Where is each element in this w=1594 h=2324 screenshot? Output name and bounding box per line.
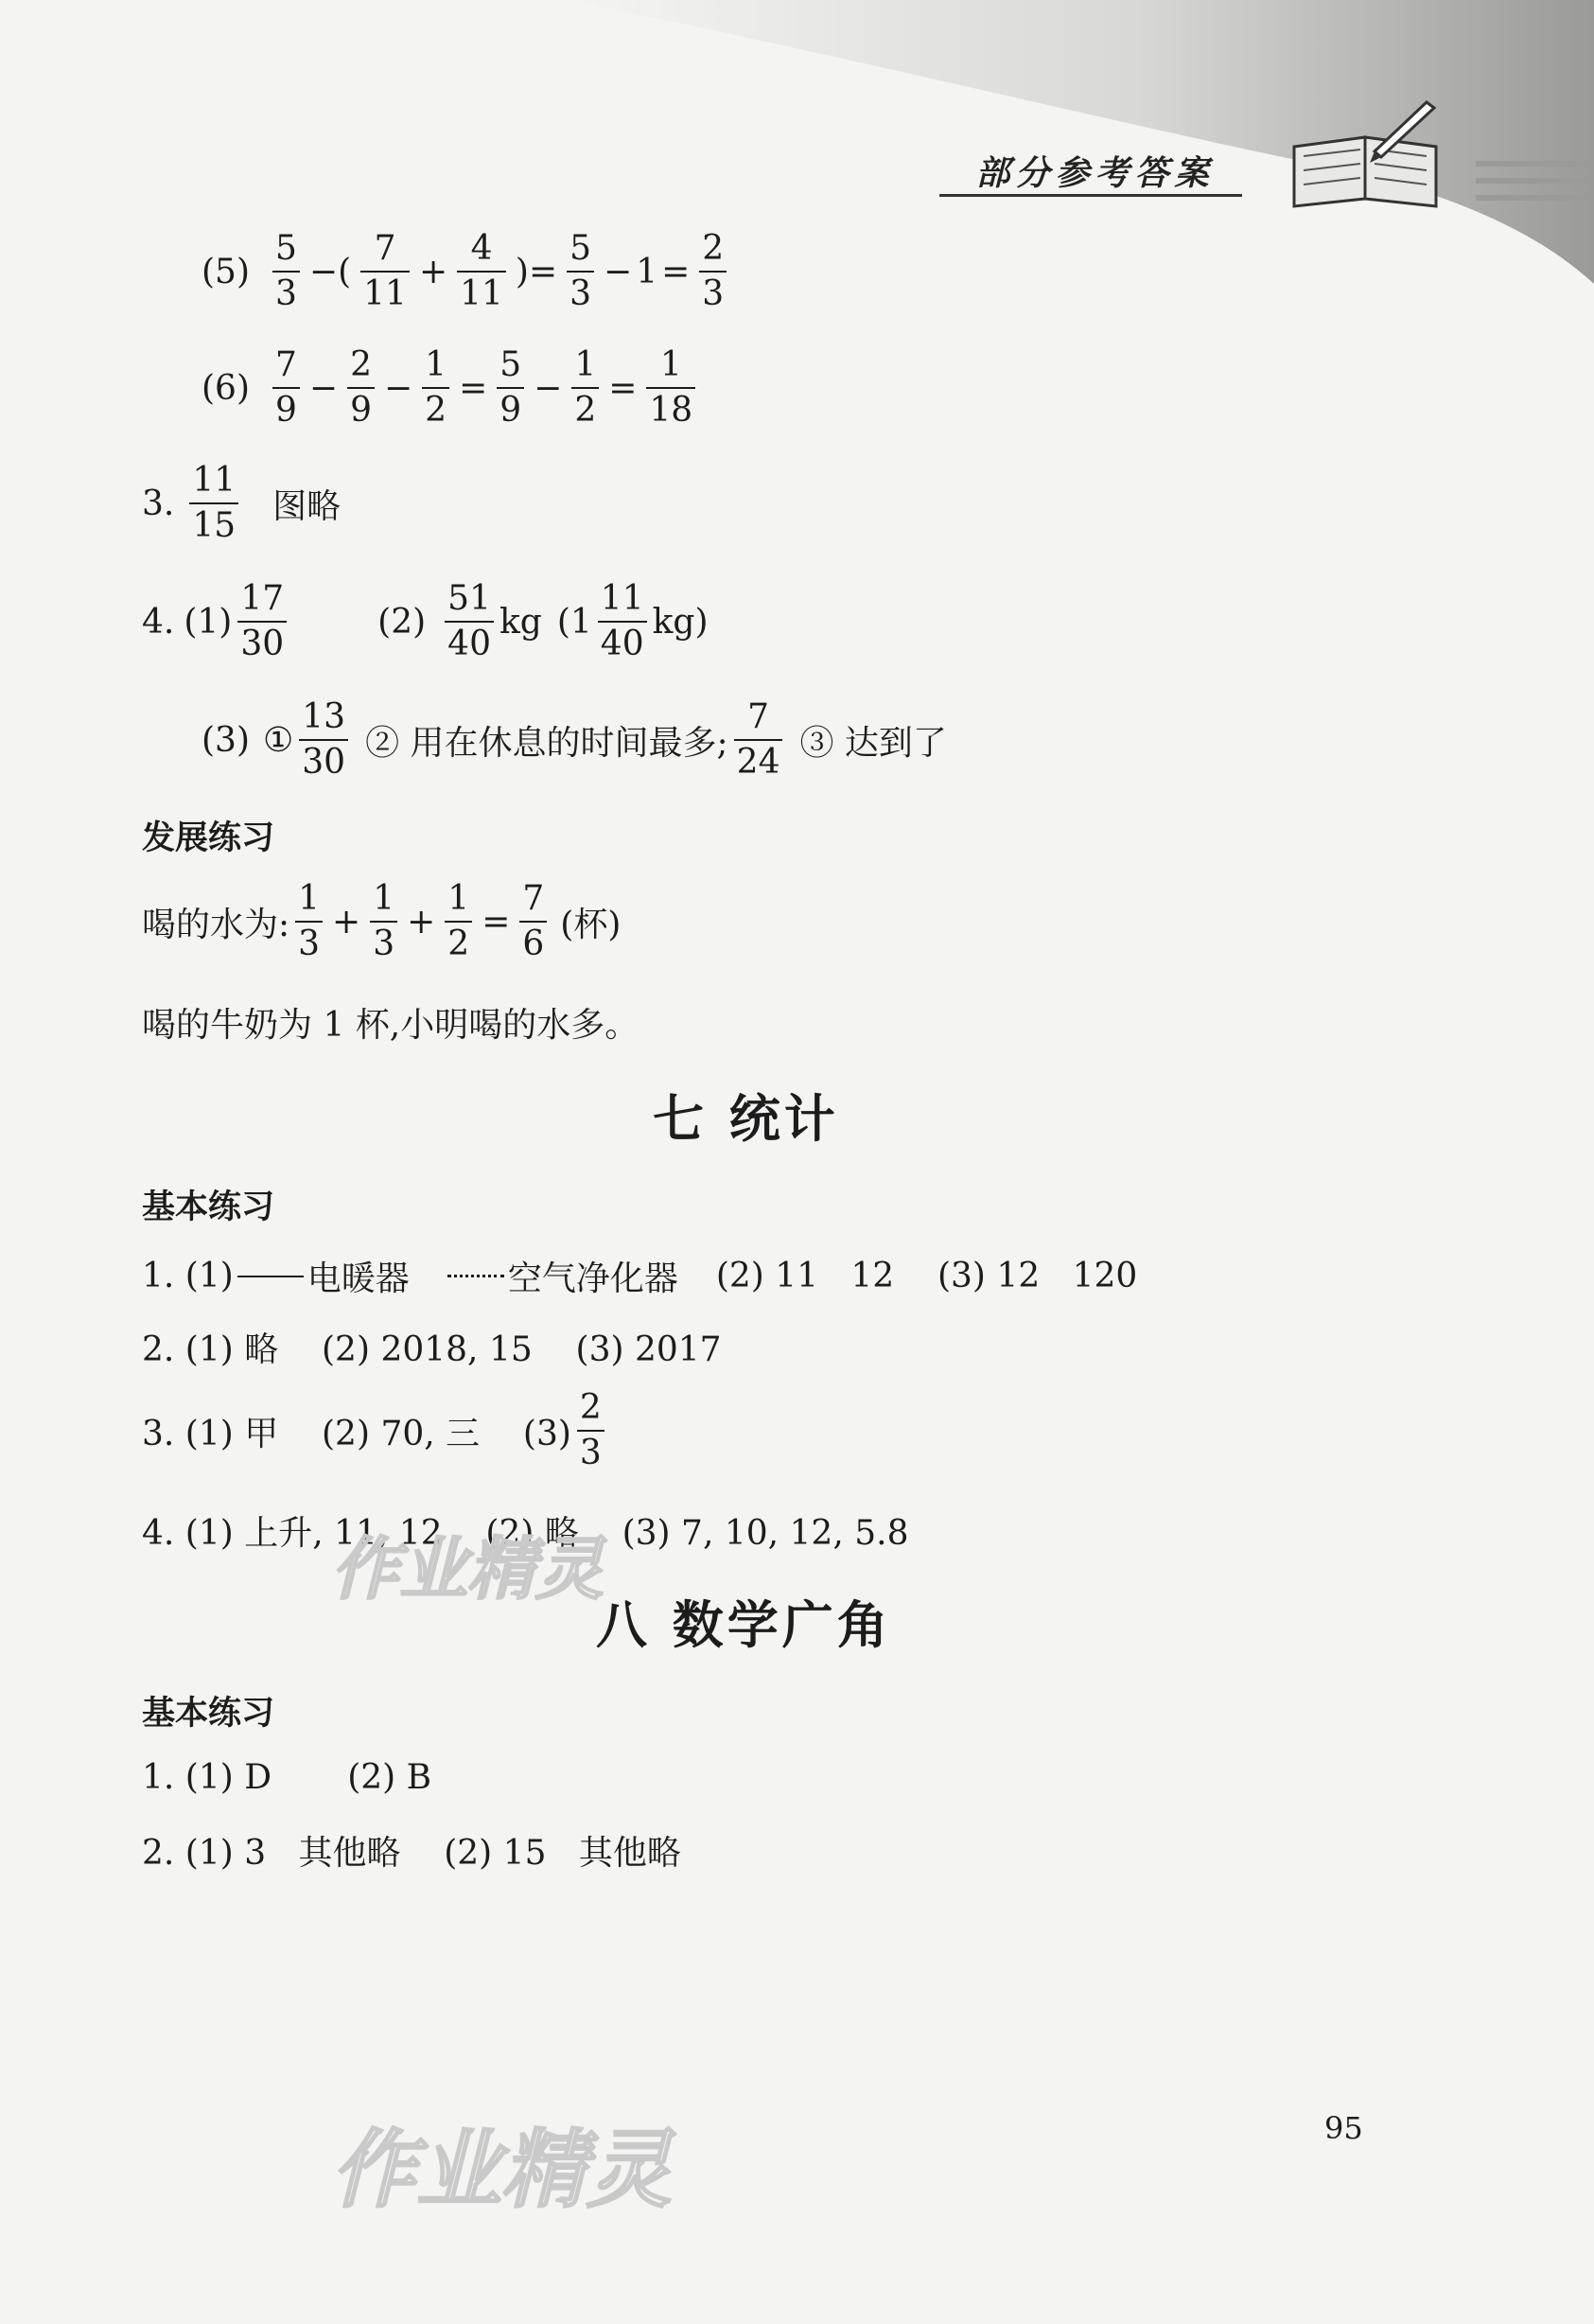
item-4-answer-part-3: (3) ① $\frac{13}{30}$ ② 用在休息的时间最多; $\frac{7}{24}$ ③ 达到了 [201, 697, 947, 782]
watermark-logo: 作业精灵 [331, 1529, 604, 1609]
section-heading-basic-7: 基本练习 [142, 1188, 275, 1226]
fraction: $\frac{2}{9}$ [347, 348, 375, 428]
solid-line-legend-icon [237, 1276, 304, 1277]
item-label: 4. [142, 602, 175, 642]
fraction: $\frac{1}{2}$ [445, 882, 472, 961]
item-6-equation: (6) $\frac{7}{9}$ − $\frac{2}{9}$ − $\frac{1}{2}$ = $\frac{5}{9}$ − $\frac{1}{2}$ = $\frac{1}{18}$ [201, 348, 701, 428]
chapter-title-7: 七 统计 [653, 1089, 839, 1149]
fraction: $\frac{1}{3}$ [370, 882, 397, 961]
fraction: $\frac{7}{9}$ [272, 348, 300, 428]
fraction: $\frac{7}{11}$ [360, 232, 410, 311]
header-title: 部分参考答案 [975, 153, 1215, 193]
fraction: $\frac{5}{3}$ [272, 232, 300, 311]
ch8-line-1: 1. (1) D (2) B [142, 1758, 432, 1797]
fraction: $\frac{5}{9}$ [497, 348, 524, 428]
fraction: $\frac{51}{40}$ [445, 582, 494, 661]
fraction: $\frac{1}{3}$ [295, 882, 323, 961]
fraction: $\frac{13}{30}$ [299, 700, 348, 780]
ch7-line-4: 4. (1) 上升, 11, 12 (2) 略 (3) 7, 10, 12, 5.8 [142, 1514, 909, 1553]
chapter-title-8: 八 数学广角 [596, 1595, 892, 1655]
fraction: $\frac{1}{2}$ [571, 348, 599, 428]
item-4-answer-part-1-2: 4. (1) $\frac{17}{30}$ (2) $\frac{51}{40}$ kg (1 $\frac{11}{40}$ kg) [142, 579, 709, 663]
ch7-line-2: 2. (1) 略 (2) 2018, 15 (3) 2017 [142, 1330, 722, 1369]
fraction: $\frac{7}{6}$ [519, 882, 547, 961]
item-label: (5) [201, 252, 250, 291]
section-heading-basic-8: 基本练习 [142, 1695, 275, 1733]
fraction: $\frac{17}{30}$ [237, 582, 287, 661]
fraction: $\frac{11}{15}$ [189, 464, 238, 543]
fraction: $\frac{4}{11}$ [457, 232, 506, 311]
fraction: $\frac{2}{3}$ [577, 1391, 604, 1470]
fraction: $\frac{2}{3}$ [699, 232, 727, 311]
development-line-2: 喝的牛奶为 1 杯,小明喝的水多。 [142, 1006, 639, 1045]
ch8-line-2: 2. (1) 3 其他略 (2) 15 其他略 [142, 1834, 681, 1873]
fraction: $\frac{1}{2}$ [422, 348, 449, 428]
header-rule [939, 194, 1242, 197]
item-label: (6) [201, 368, 250, 408]
fraction: $\frac{5}{3}$ [567, 232, 594, 311]
item-5-equation: (5) $\frac{5}{3}$ −( $\frac{7}{11}$ + $\frac{4}{11}$ )= $\frac{5}{3}$ − 1 = $\frac{2}{3}$ [201, 232, 732, 311]
ch7-line-1: 1. (1) 电暖器 空气净化器 (2) 11 12 (3) 12 120 [142, 1257, 1138, 1298]
ch7-line-3: 3. (1) 甲 (2) 70, 三 (3) $\frac{2}{3}$ [142, 1391, 610, 1470]
page-number: 95 [1324, 2110, 1363, 2146]
watermark-logo: 作业精灵 [331, 2121, 672, 2220]
fraction: $\frac{1}{18}$ [646, 348, 695, 428]
fraction: $\frac{7}{24}$ [734, 700, 783, 780]
note-text: 图略 [272, 486, 342, 526]
fraction: $\frac{11}{40}$ [598, 582, 647, 661]
book-pen-icon [1285, 95, 1455, 208]
development-line-1: 喝的水为: $\frac{1}{3}$ + $\frac{1}{3}$ + $\frac{1}{2}$ = $\frac{7}{6}$ (杯) [142, 879, 622, 963]
item-label: 3. [142, 484, 175, 523]
section-heading-development: 发展练习 [142, 819, 275, 857]
dotted-line-legend-icon [447, 1275, 504, 1277]
item-3-answer [142, 461, 342, 545]
